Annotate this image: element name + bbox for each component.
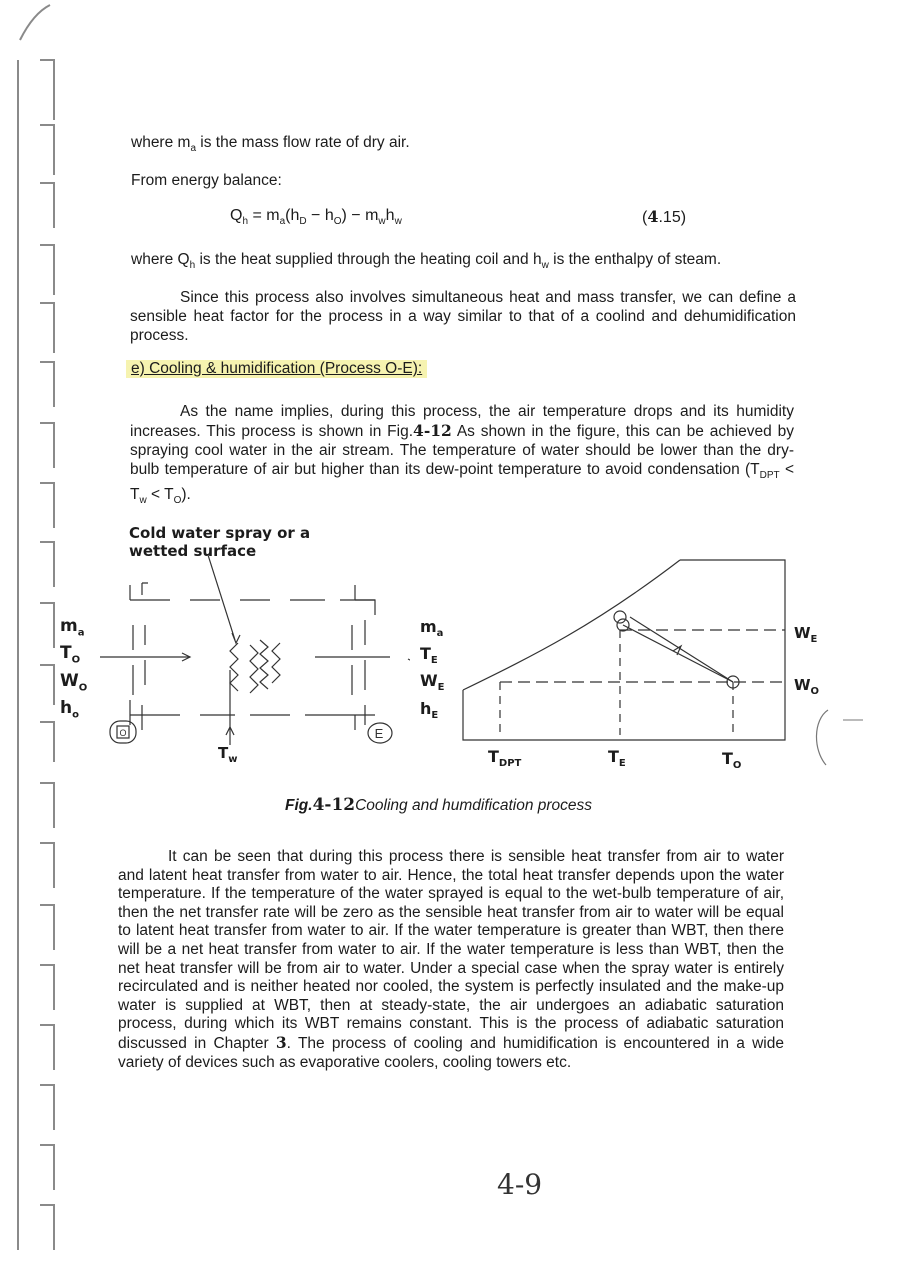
inlet-state-labels: $m_a$ $T_O$ $W_O$ $h_o$ <box>60 616 88 721</box>
text-line-heat-supplied: where $Q_h$ is the heat supplied through the heating coil and $h_w$ is the enthalpy of steam. <box>131 251 722 272</box>
label-tdpt: $T_{DPT}$ <box>488 747 522 770</box>
spray-chamber-schematic <box>90 555 410 755</box>
state-e-marker: E <box>374 726 384 741</box>
figure-caption: Fig.4-12Cooling and humdification process <box>285 795 593 815</box>
page-number: 4-9 <box>497 1168 543 1201</box>
text-energy-balance: From energy balance: <box>131 172 282 189</box>
section-heading-cooling-humidification: e) Cooling & humidification (Process O-E): <box>126 360 427 378</box>
label-to: $T_O$ <box>722 749 742 772</box>
outlet-state-labels: $m_a$ $T_E$ $W_E$ $h_E$ <box>420 617 445 721</box>
psychrometric-chart <box>455 555 795 750</box>
spray-label: Cold water spray or a wetted surface <box>129 524 311 560</box>
label-wo: $W_O$ <box>794 676 820 697</box>
label-we: $W_E$ <box>794 624 818 645</box>
equation-number: (4.15) <box>642 207 687 226</box>
water-temp-label: $T_w$ <box>218 744 238 765</box>
margin-scribble <box>808 705 868 775</box>
equation-4-15: $Q_h = m_a(h_D - h_O) - m_wh_w$ <box>230 207 402 228</box>
text-line-mass-flow: where $m_a$ is the mass flow rate of dry air. <box>131 134 410 155</box>
paragraph-cooling-humidification: As the name implies, during this process, the air temperature drops and its humidity increases. This process is shown in Fig.4-12 As shown in the figure, this can be achieved by spraying cool water in the air stream. The temperature of water should be lower than the dry-bulb temperature of air but higher than its dew-point temperature to avoid condensation $(T_{DPT} < T_w < T_O)$. <box>130 403 794 507</box>
state-o-marker: O <box>119 728 127 738</box>
paragraph-heat-transfer: It can be seen that during this process there is sensible heat transfer from air to water and latent heat transfer from water to air. Hence, the total heat transfer depends upon the water temperature. If the temperature of the water sprayed is equal to the wet-bulb temperature of air, then the net transfer rate will be zero as the sensible heat transfer from air to water will be equal to latent heat transfer from water to air. If the water temperature is greater than WBT, then there will be a net heat transfer from water to air. If the water temperature is less than WBT, then the net heat transfer will be from air to water. Under a special case when the spray water is entirely recirculated and is neither heated nor cooled, the system is perfectly insulated and the make-up water is supplied at WBT, then at steady-state, the air undergoes an adiabatic saturation process, during which its WBT remains constant. This is the process of adiabatic saturation discussed in Chapter 3. The process of cooling and humidification is encountered in a wide variety of devices such as evaporative coolers, cooling towers etc. <box>118 848 784 1071</box>
paragraph-sensible-heat-factor: Since this process also involves simultaneous heat and mass transfer, we can define a sensible heat factor for the process in a way similar to that of a coolind and dehumidification process. <box>130 289 796 344</box>
label-te: $T_E$ <box>608 747 626 770</box>
